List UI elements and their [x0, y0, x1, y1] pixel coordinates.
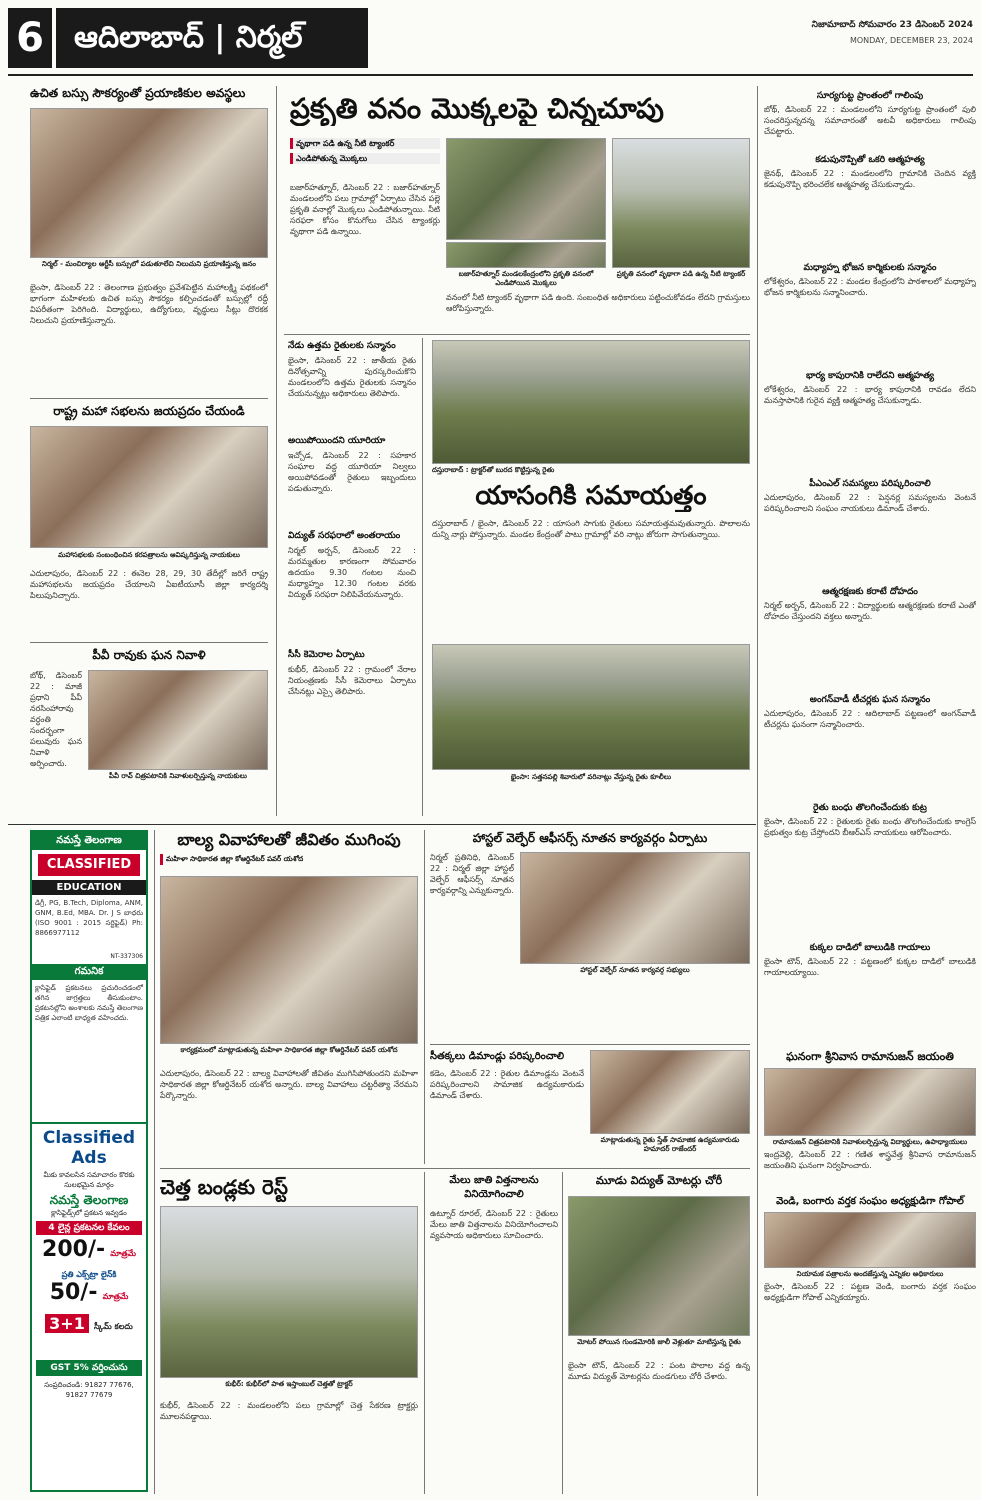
ad-sub-text: మీకు కావలసిన సమాచారం కొరకు సులభమైన మార్గం — [43, 1171, 135, 1189]
masthead — [8, 6, 973, 74]
paddy-photo — [432, 644, 750, 770]
right-body-6: నిర్మల్ అర్బన్, డిసెంబర్ 22 : విద్యార్థులకు ఆత్మరక్షణకు కరాటే ఎంతో దోహదం చేస్తుందని వక్తలు అన్నారు. — [764, 601, 976, 621]
mid-headline-4: సీసీ కెమెరాల ఏర్పాటు — [288, 650, 365, 660]
mid-column — [288, 340, 416, 816]
col1-headline-2: రాష్ట్ర మహా సభలను జయప్రదం చేయండి — [53, 404, 245, 418]
child-marriage-body: ఎదులాపురం, డిసెంబర్ 22 : బాల్య వివాహాలతో జీవితం ముగిసిపోతుందని మహిళా సాధికారత జిల్లా కోఆర్డినేటర్ యశోద అన్నారు. బాల్య వివాహాలు చట్టరీత్యా నేరమని పేర్కొన్నారు. — [160, 1069, 418, 1100]
page-number: 6 — [16, 15, 44, 61]
hostel-photo-caption: హాస్టల్ వెల్ఫేర్ నూతన కార్యవర్గ సభ్యులు — [580, 966, 690, 974]
price-50 — [32, 1281, 146, 1309]
classified-ads-logo: Classified Ads — [42, 1128, 136, 1168]
hostel-photo — [520, 852, 750, 964]
story-seeds — [430, 1174, 558, 1496]
right-headline-5: పీఎంఎల్ సమస్యలు పరిష్కరించాలి — [809, 479, 931, 489]
lead-photo-tanker — [612, 138, 750, 268]
center-headline: యాసంగికి సమాయత్తం — [475, 481, 707, 511]
edition-date-en: MONDAY, DECEMBER 23, 2024 — [849, 36, 973, 45]
scheme-offer — [32, 1313, 146, 1338]
mid-headline-1: నేడు ఉత్తమ రైతులకు సన్మానం — [288, 341, 396, 351]
garbage-headline: చెత్త బండ్లకు రెస్ట్ — [160, 1175, 288, 1199]
lead-bullet-1: వృథాగా పడి ఉన్న నీటి ట్యాంకర్ — [290, 138, 440, 149]
bus-photo-caption: నిర్మల్ - మంచిర్యాల ఆర్టీసీ బస్సులో పడుతూలేచి నిలుచుని ప్రయాణిస్తున్న జనం — [42, 260, 256, 268]
lead-photo-small — [446, 138, 606, 240]
lead-story-body: బజార్‌హత్నూర్, డిసెంబర్ 22 : బజార్‌హత్నూర్ మండలంలోని పలు గ్రామాల్లో ఏర్పాటు చేసిన పల్లె ప్రకృతి వనాల్లో మొక్కలు ఎండిపోతున్నాయి. నీటి సరఫరా కోసం కొనుగోలు చేసిన ట్యాంకర్లు వృథాగా పడి ఉన్నాయి. — [290, 183, 440, 236]
seeds-headline: మేలు జాతి విత్తనాలను వినియోగించాలి — [449, 1175, 539, 1200]
right-body-10: ఇంద్రవెల్లి, డిసెంబర్ 22 : గణిత శాస్త్రవేత్త శ్రీనివాస రామానుజన్ జయంతిని ఘనంగా నిర్వహించారు. — [764, 1150, 976, 1170]
demands-body: కడెం, డిసెంబర్ 22 : రైతుల డిమాండ్లను వెంటనే పరిష్కరించాలని సామాజిక ఉద్యమకారుడు డిమాండ్ చేశారు. — [430, 1069, 584, 1100]
right-headline-4: భార్య కాపురానికి రాలేదని ఆత్మహత్య — [805, 371, 935, 381]
scheme-offer-text: స్కీమ్ కలదు — [93, 1322, 133, 1331]
child-marriage-photo-caption: కార్యక్రమంలో మాట్లాడుతున్న మహిళా సాధికారత జిల్లా కోఆర్డినేటర్ పవర్ యశోద — [180, 1046, 398, 1054]
col1-headline-1: ఉచిత బస్సు సౌకర్యంతో ప్రయాణికుల అవస్థలు — [30, 86, 246, 100]
right-headline-11: వెండి, బంగారు వర్తక సంఘం అధ్యక్షుడిగా గోపాల్ — [776, 1196, 964, 1207]
demands-headline: సీతక్కలు డిమాండ్లు పరిష్కరించాలి — [430, 1051, 565, 1062]
mid-headline-3: విద్యుత్ సరఫరాలో అంతరాయం — [288, 531, 401, 541]
price-200-suffix: మాత్రమే — [110, 1249, 136, 1258]
paddy-photo-caption: భైంసా: సత్తనపల్లి శివారులో వరినాట్లు వేస్తున్న రైతు కూలీలు — [510, 773, 672, 781]
col1-story-sabha — [30, 404, 268, 634]
garbage-photo — [160, 1206, 418, 1378]
right-headline-1: సూర్యగుట్ట ప్రాంతంలో గాలింపు — [816, 91, 924, 101]
right-column — [764, 90, 976, 1496]
notice-title: గమనిక — [32, 964, 146, 980]
col1-story-pv — [30, 648, 268, 818]
demands-photo-caption: మాట్లాడుతున్న రైతు స్తేత్ సామాజిక ఉద్యమకారుడు హమాదర్ రాజేందర్ — [600, 1136, 740, 1153]
gopal-photo-caption: నియామక పత్రాలను అందజేస్తున్న ఎన్నికల అధికారులు — [796, 1270, 944, 1278]
right-body-3: లోకేశ్వరం, డిసెంబర్ 22 : మండల కేంద్రంలోని పాఠశాలలో మధ్యాహ్న భోజన కార్మికులను సన్మానించారు. — [764, 277, 976, 297]
scheme-offer-value: 3+1 — [45, 1314, 89, 1333]
ad-sub-text-2: క్లాసిఫైడ్స్‌లో ప్రకటన ఇవ్వడం — [51, 1209, 127, 1217]
extra-line-label: ప్రతి ఎక్స్‌ట్రా లైన్‌కి — [61, 1270, 117, 1279]
child-marriage-headline: బాల్య వివాహాలతో జీవితం ముగింపు — [177, 830, 401, 849]
price-200-value: 200/- — [42, 1237, 106, 1262]
lead-photo-plants — [446, 242, 606, 268]
hostel-headline: హాస్టల్ వెల్ఫేర్ ఆఫీసర్స్ నూతన కార్యవర్గం ఏర్పాటు — [472, 831, 708, 845]
lead-photo-caption-1: బజార్‌హత్నూర్ మండలకేంద్రంలోని ప్రకృతి వనంలో ఎండిపోయిన మొక్కలు — [458, 270, 594, 287]
lead-photo-caption-2: ప్రకృతి వనంలో వృథాగా పడి ఉన్న నీటి ట్యాంకర్ — [616, 270, 746, 278]
gopal-photo — [764, 1212, 976, 1268]
right-body-5: ఎదులాపురం, డిసెంబర్ 22 : పెన్షనర్ల సమస్యలను వెంటనే పరిష్కరించాలని సంఘం నాయకులు డిమాండ్ చేశారు. — [764, 493, 976, 513]
story-child-marriage — [160, 830, 418, 1164]
right-headline-7: అంగన్‌వాడీ టీచర్లకు ఘన సన్మానం — [809, 695, 931, 705]
right-body-8: భైంసా, డిసెంబర్ 22 : రైతులకు రైతు బంధు తొలగించేందుకు కాంగ్రెస్ ప్రభుత్వం కుట్ర చేస్తోందని బీఆర్ఎస్ నాయకులు ఆరోపించారు. — [764, 817, 976, 837]
gst-note: GST 5% వర్తించును — [36, 1360, 142, 1376]
lead-story-body-2: వనంలో నీటి ట్యాంకర్ వృథాగా పడి ఉంది. సంబంధిత అధికారులు పట్టించుకోవడం లేదని గ్రామస్తులు ఆరోపిస్తున్నారు. — [446, 293, 750, 313]
pv-story-body: బోథ్, డిసెంబర్ 22 : మాజీ ప్రధాని పీవీ నరసింహారావు వర్ధంతి సందర్భంగా పలువురు ఘన నివాళి అర్పించారు. — [30, 671, 82, 768]
story-hostel-welfare — [430, 830, 750, 1040]
ramanujan-photo-caption: రామానుజన్ చిత్రపటానికి నివాళులర్పిస్తున్న విద్యార్థులు, ఉపాధ్యాయులు — [772, 1138, 968, 1146]
sabha-photo-caption: మహాసభలకు సంబంధించిన కరపత్రాలను ఆవిష్కరిస్తున్న నాయకులు — [58, 551, 240, 559]
right-body-4: లోకేశ్వరం, డిసెంబర్ 22 : భార్య కాపురానికి రావడం లేదని మనస్తాపానికి గురైన వ్యక్తి ఆత్మహత్య చేసుకున్నాడు. — [764, 385, 976, 405]
right-body-2: జైనథ్, డిసెంబర్ 22 : మండలంలోని గ్రామానికి చెందిన వ్యక్తి కడుపునొప్పి భరించలేక ఆత్మహత్య చేసుకున్నాడు. — [764, 169, 976, 189]
mid-body-4: కుభీర్, డిసెంబర్ 22 : గ్రామంలో నేరాల నియంత్రణకు సీసీ కెమెరాలు ఏర్పాటు చేసినట్లు ఎస్సై తెలిపారు. — [288, 665, 416, 696]
motor-theft-body: భైంసా టౌన్, డిసెంబర్ 22 : పంట పొలాల వద్ద ఉన్న మూడు విద్యుత్ మోటర్లను దుండగులు చోరీ చేశారు. — [568, 1361, 750, 1381]
page-number-box — [8, 8, 52, 68]
price-200 — [32, 1238, 146, 1266]
col1-headline-3: పీవీ రావుకు ఘన నివాళి — [92, 648, 206, 662]
center-story-body: దస్తురాబాద్ / భైంసా, డిసెంబర్ 22 : యాసంగి సాగుకు రైతులు సమాయత్తమవుతున్నారు. పొలాలను దున్ని నార్లు పోస్తున్నారు. మండల కేంద్రంతో పాటు గ్రామాల్లో వరి నాట్లు జోరుగా సాగుతున్నాయి. — [432, 519, 750, 539]
right-headline-3: మధ్యాహ్న భోజన కార్మికులకు సన్మానం — [803, 263, 937, 273]
garbage-body: కుభీర్, డిసెంబర్ 22 : మండలంలోని పలు గ్రామాల్లో చెత్త సేకరణ ట్రాక్టర్లు మూలనపడ్డాయి. — [160, 1401, 418, 1421]
notice-text: క్లాసిఫైడ్ ప్రకటనలు ప్రచురించడంలో తగిన జాగ్రత్తలు తీసుకుంటాం. ప్రకటనల్లోని అంశాలకు నమస్తే తెలంగాణ పత్రిక ఎలాంటి బాధ్యత వహించదు. — [35, 984, 143, 1022]
mid-body-1: భైంసా, డిసెంబర్ 22 : జాతీయ రైతు దినోత్సవాన్ని పురస్కరించుకొని మండలంలోని ఉత్తమ రైతులకు సన్మానం చేయనున్నట్లు అధికారులు తెలిపారు. — [288, 356, 416, 398]
motor-theft-photo-caption: మోటర్ పోయిన గుండమోరికి జాలీ వెళ్లుతూ మాటిస్తున్న రైతు — [577, 1338, 741, 1346]
motor-theft-headline: మూడు విద్యుత్ మోటర్లు చోరీ — [595, 1174, 723, 1187]
price-50-suffix: మాత్రమే — [102, 1292, 129, 1301]
right-body-1: బోథ్, డిసెంబర్ 22 : మండలంలోని సూర్యగుట్ట ప్రాంతంలో పులి సంచరిస్తున్నదన్న సమాచారంతో అటవీ అధికారులు గాలింపు చేపట్టారు. — [764, 105, 976, 136]
bus-story-body: భైంసా, డిసెంబర్ 22 : తెలంగాణ ప్రభుత్వం ప్రవేశపెట్టిన మహాలక్ష్మి పథకంలో భాగంగా మహిళలకు ఉచిత బస్సు సౌకర్యం కల్పించడంతో బస్సుల్లో రద్దీ విపరీతంగా పెరిగింది. విద్యార్థులు, ఉద్యోగులు, వృద్ధులు సీట్లు దొరకక నిలుచుని ప్రయాణిస్తున్నారు. — [30, 283, 268, 325]
lead-bullet-2: ఎండిపోతున్న మొక్కలు — [290, 153, 440, 164]
sabha-photo — [30, 426, 268, 548]
lead-bullets — [290, 138, 440, 164]
col1-story-bus — [30, 86, 268, 386]
namaste-logo-2: నమస్తే తెలంగాణ — [49, 1193, 129, 1207]
mid-headline-2: అయిపోయిందని యూరియా — [288, 436, 386, 446]
section-title-box — [56, 8, 368, 68]
contact-numbers: సంప్రదించండి: 91827 77676, 91827 77679 — [44, 1381, 134, 1399]
pv-photo-caption: పీవీ రావ్ చిత్రపటానికి నివాళులర్పిస్తున్న నాయకులు — [109, 772, 247, 780]
ramanujan-photo — [764, 1068, 976, 1136]
education-label: EDUCATION — [32, 880, 146, 895]
mid-body-3: నిర్మల్ అర్బన్, డిసెంబర్ 22 : మరమ్మతుల కారణంగా సోమవారం ఉదయం 9.30 గంటల నుంచి మధ్యాహ్నం 12.30 గంటల వరకు విద్యుత్ సరఫరా నిలిపివేయనున్నారు. — [288, 546, 416, 599]
namaste-logo: నమస్తే తెలంగాణ — [32, 832, 146, 850]
tractor-photo-caption: దస్తురాబాద్ : ట్రాక్టర్‌తో బురద కొట్టిస్తున్న రైతు — [432, 466, 555, 474]
classified-label: CLASSIFIED — [38, 854, 140, 876]
hostel-body: నిర్మల్ ప్రతినిధి, డిసెంబర్ 22 : నిర్మల్ జిల్లా హాస్టల్ వెల్ఫేర్ ఆఫీసర్స్ నూతన కార్యవర్గాన్ని ఎన్నుకున్నారు. — [430, 853, 514, 895]
right-headline-2: కడుపునొప్పితో ఒకరి ఆత్మహత్య — [815, 155, 925, 165]
classified-ad-block — [30, 830, 148, 1150]
right-headline-9: కుక్కల దాడిలో బాలుడికి గాయాలు — [809, 943, 931, 953]
bus-photo — [30, 108, 268, 258]
right-headline-10: ఘనంగా శ్రీనివాస రామానుజన్ జయంతి — [786, 1050, 954, 1063]
child-marriage-subhead: మహిళా సాధికారత జిల్లా కోఆర్డినేటర్ పవర్ యశోద — [160, 854, 418, 865]
price-50-value: 50/- — [49, 1280, 98, 1305]
classified-ads-promo — [30, 1122, 148, 1492]
right-headline-8: రైతు బంధు తొలగించేందుకు కుట్ర — [813, 803, 927, 813]
edition-date: నిజామాబాద్ సోమవారం 23 డిసెంబర్ 2024 — [811, 20, 973, 30]
right-body-9: భైంసా టౌన్, డిసెంబర్ 22 : పట్టణంలో కుక్కల దాడిలో బాలుడికి గాయాలయ్యాయి. — [764, 957, 976, 977]
pv-photo — [88, 670, 268, 770]
mid-body-2: ఇచ్చోడ, డిసెంబర్ 22 : సహకార సంఘాల వద్ద యూరియా నిల్వలు అయిపోవడంతో రైతులు ఇబ్బందులు పడుతున్నారు. — [288, 451, 416, 493]
lead-headline: ప్రకృతి వనం మొక్కలపై చిన్నచూపు — [290, 92, 664, 125]
section-title: ఆదిలాబాద్ | నిర్మల్ — [74, 20, 303, 55]
demands-photo — [590, 1050, 750, 1134]
sabha-story-body: ఎదులాపురం, డిసెంబర్ 22 : ఈనెల 28, 29, 30 తేదీల్లో జరిగే రాష్ట్ర మహాసభలను జయప్రదం చేయాలని ఏఐటీయూసీ జిల్లా కార్యదర్శి పిలుపునిచ్చారు. — [30, 569, 268, 600]
garbage-photo-caption: కుభీర్: కుభీర్‌లో పాత ఇస్తాంబుల్ చెత్తతో ట్రాక్టర్ — [225, 1380, 353, 1388]
lines-offer: 4 లైన్ల ప్రకటనల కేవలం — [36, 1221, 142, 1235]
child-marriage-photo — [160, 876, 418, 1044]
story-demands — [430, 1050, 750, 1162]
story-garbage — [160, 1174, 418, 1496]
education-ad-text: డిగ్రీ, PG, B.Tech, Diploma, ANM, GNM, B.Ed, MBA. Dr. J S బాధరు (ISO 9001 : 2015 సర్టిఫైడ్) Ph: 8866977112 — [35, 899, 143, 937]
tractor-photo — [432, 340, 750, 464]
right-body-11: భైంసా, డిసెంబర్ 22 : పట్టణ వెండి, బంగారు వర్తక సంఘం అధ్యక్షుడిగా గోపాల్ ఎన్నికయ్యారు. — [764, 1282, 976, 1302]
motor-theft-photo — [568, 1196, 750, 1336]
right-body-7: ఎదులాపురం, డిసెంబర్ 22 : ఆదిలాబాద్ పట్టణంలో అంగన్‌వాడీ టీచర్లను ఘనంగా సన్మానించారు. — [764, 709, 976, 729]
seeds-body: ఉట్నూర్ రూరల్, డిసెంబర్ 22 : రైతులు మేలు జాతి విత్తనాలను వినియోగించాలని వ్యవసాయ అధికారులు సూచించారు. — [430, 1209, 558, 1240]
education-ad-code: NT-337306 — [110, 953, 143, 960]
right-headline-6: ఆత్మరక్షణకు కరాటే దోహదం — [822, 587, 918, 597]
story-motor-theft — [568, 1174, 750, 1496]
